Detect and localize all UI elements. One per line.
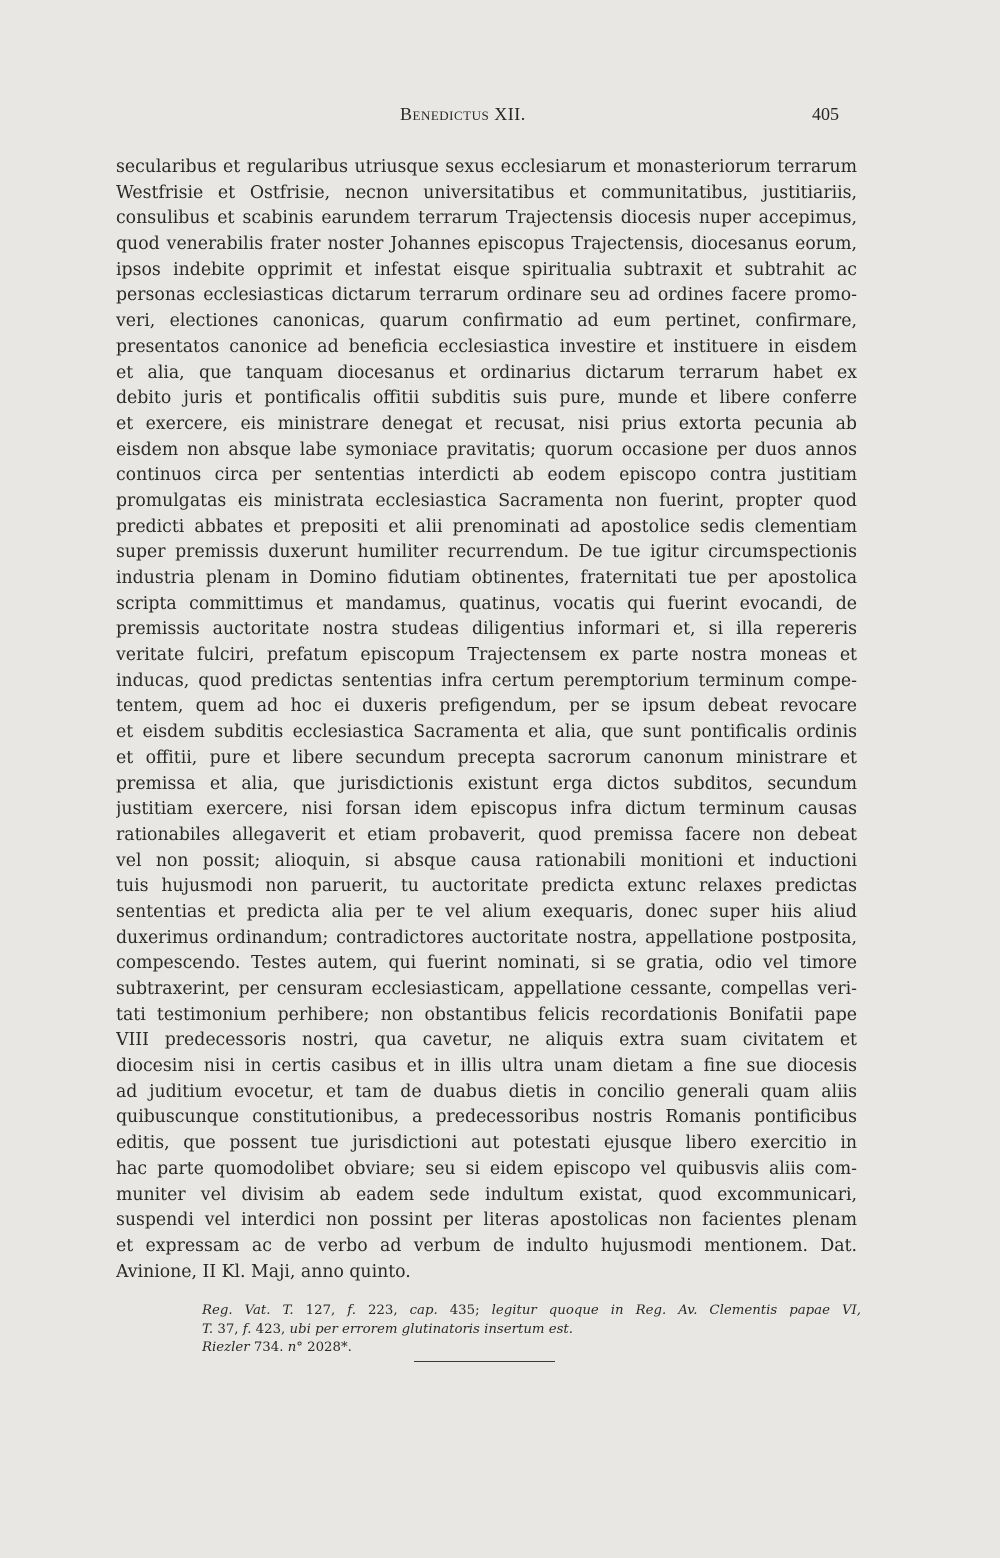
footnote-segment: Reg. Vat. T. [202,1303,294,1318]
text-line: muniter vel divisim ab eadem sede indultum existat, quod excommunicari, [116,1184,857,1205]
text-line: industria plenam in Domino fidutiam obtinentes, fraternitati tue per apostolica [116,568,857,588]
text-line: VIII predecessoris nostri, qua cavetur, ne aliquis extra suam civitatem et [116,1030,857,1051]
text-line: compescendo. Testes autem, qui fuerint nominati, si se gratia, odio vel timore [116,953,857,974]
footnote-segment: n° [287,1340,303,1355]
text-line: Avinione, II Kl. Maji, anno quinto. [116,1261,411,1282]
text-line: personas ecclesiasticas dictarum terrarum ordinare seu ad ordines facere promo- [116,285,857,306]
running-title-rest: enedictus [412,104,490,124]
running-title-initial: B [400,104,413,124]
text-line: vel non possit; alioquin, si absque causa rationabili monitioni et inductioni [116,850,857,871]
text-line: hac parte quomodolibet obviare; seu si eidem episcopo vel quibusvis aliis com- [116,1158,857,1179]
text-line: quod venerabilis frater noster Johannes episcopus Trajectensis, diocesanus eorum, [116,234,857,255]
text-line: presentatos canonice ad beneficia ecclesiastica investire et instituere in eisdem [116,336,857,357]
footnote-segment: f. [242,1321,252,1337]
page-number: 405 [812,104,839,124]
running-head [0,104,1000,128]
text-line: scripta committimus et mandamus, quatinus, vocatis qui fuerint evocandi, de [116,593,857,614]
text-line: tentem, quem ad hoc ei duxeris prefigendum, per se ipsum debeat revocare [116,696,857,717]
footnote-segment: 223, [355,1303,410,1318]
text-line: inducas, quod predictas sententias infra certum peremptorium terminum compe- [116,670,857,691]
text-line: promulgatas eis ministrata ecclesiastica Sacramenta non fuerint, propter quod [116,490,857,511]
text-line: et offitii, pure et libere secundum precepta sacrorum canonum ministrare et [116,747,857,768]
text-line: duxerimus ordinandum; contradictores auctoritate nostra, appellatione postposita, [116,927,857,948]
text-line: eisdem non absque labe symoniace pravitatis; quorum occasione per duos annos [116,439,857,460]
text-line: quibuscunque constitutionibus, a predecessoribus nostris Romanis pontificibus [116,1107,857,1128]
footnote-segment: 37, [213,1321,243,1337]
text-line: super premissis duxerunt humiliter recurrendum. De tue igitur circumspectionis [116,542,857,563]
footnote-segment: 2028*. [302,1340,352,1355]
text-line: tati testimonium perhibere; non obstantibus felicis recordationis Bonifatii pape [116,1004,857,1025]
text-line: predicti abbates et prepositi et alii prenominati ad apostolice sedis clementiam [116,516,857,537]
text-line: tuis hujusmodi non paruerit, tu auctoritate predicta extunc relaxes predictas [116,876,857,897]
footnote-line [116,1302,861,1321]
text-line: debito juris et pontificalis offitii subditis suis pure, munde et libere conferre [116,388,857,409]
footnote-line [116,1321,861,1340]
text-line: ad juditium evocetur, et tam de duabus dietis in concilio generali quam aliis [116,1081,857,1102]
footnote-segment: 435; [437,1303,492,1318]
text-line: premissa et alia, que jurisdictionis existunt erga dictos subditos, secundum [116,773,857,794]
footnote-line [116,1339,861,1358]
text-line: consulibus et scabinis earundem terrarum Trajectensis diocesis nuper accepimus, [116,208,857,229]
footnote-segment: f. [347,1303,356,1318]
text-line: Westfrisie et Ostfrisie, necnon universitatibus et communitatibus, justitiariis, [116,182,857,203]
text-line: continuos circa per sententias interdicti ab eodem episcopo contra justitiam [116,465,857,486]
text-line: justitiam exercere, nisi forsan idem episcopus infra dictum terminum causas [116,799,857,820]
text-line: secularibus et regularibus utriusque sexus ecclesiarum et monasteriorum terrarum [116,157,857,177]
footnote-segment: 423, [251,1321,290,1337]
footnote-segment: T. [202,1321,214,1337]
text-line: sententias et predicta alia per te vel alium exequaris, donec super hiis aliud [116,901,857,922]
footnote-segment: ubi per errorem glutinatoris insertum est. [289,1321,573,1337]
running-title [400,104,526,125]
footnote-segment: Riezler [202,1340,250,1355]
text-line: rationabiles allegaverit et etiam probaverit, quod premissa facere non debeat [116,824,857,845]
text-line: ipsos indebite opprimit et infestat eisque spiritualia subtraxit et subtrahit ac [116,259,857,280]
footnote-segment: cap. [409,1303,438,1318]
text-line: veritate fulciri, prefatum episcopum Trajectensem ex parte nostra moneas et [116,645,857,666]
text-line: suspendi vel interdici non possint per literas apostolicas non facientes plenam [116,1210,857,1231]
footnote-segment: 127, [293,1303,348,1318]
text-line: veri, electiones canonicas, quarum confirmatio ad eum pertinet, confirmare, [116,311,857,332]
footnote-segment: legitur quoque in Reg. Av. Clementis papae VI, [491,1303,862,1318]
text-line: diocesim nisi in certis casibus et in illis ultra unam dietam a fine sue diocesis [116,1056,857,1077]
text-line: premissis auctoritate nostra studeas diligentius informari et, si illa repereris [116,619,857,640]
footnote-segment: 734. [249,1340,288,1355]
running-title-number: XII. [489,104,526,124]
text-line: et eisdem subditis ecclesiastica Sacramenta et alia, que sunt pontificalis ordinis [116,722,857,743]
text-line: et expressam ac de verbo ad verbum de indulto hujusmodi mentionem. Dat. [116,1235,857,1256]
footnotes [116,1302,861,1358]
end-rule [414,1361,555,1362]
text-line: et exercere, eis ministrare denegat et recusat, nisi prius extorta pecunia ab [116,413,857,434]
text-line: et alia, que tanquam diocesanus et ordinarius dictarum terrarum habet ex [116,362,857,383]
text-line: editis, que possent tue jurisdictioni aut potestati ejusque libero exercitio in [116,1133,857,1154]
body-text [116,155,857,1285]
text-line: subtraxerint, per censuram ecclesiasticam, appellatione cessante, compellas veri- [116,979,857,999]
